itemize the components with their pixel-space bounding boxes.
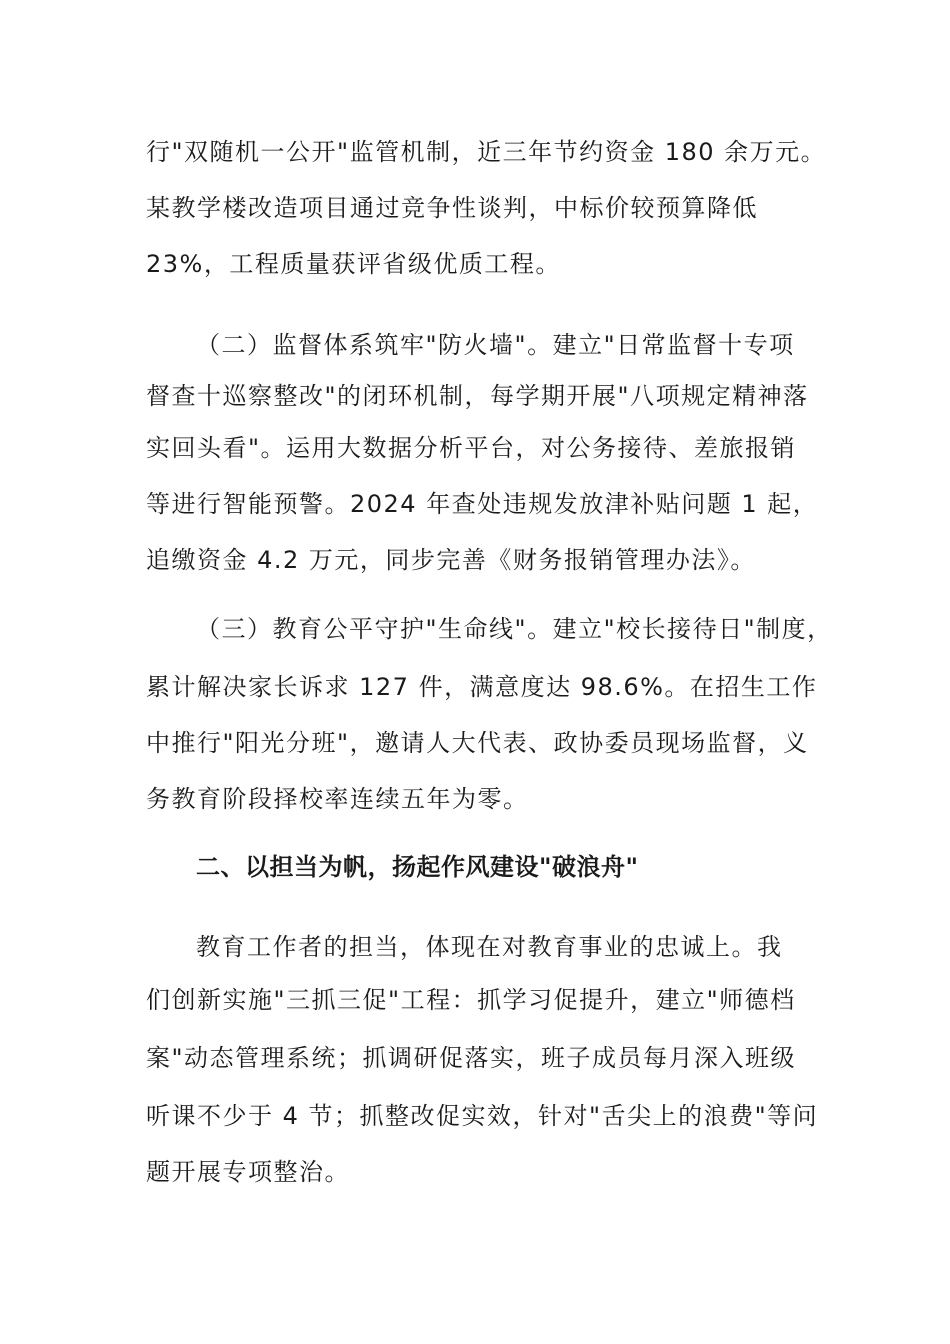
paragraph-line: 等进行智能预警。2024 年查处违规发放津补贴问题 1 起，: [146, 490, 819, 518]
paragraph-line: 累计解决家长诉求 127 件，满意度达 98.6%。在招生工作: [146, 673, 818, 701]
paragraph-line: 们创新实施"三抓三促"工程：抓学习促提升，建立"师德档: [146, 986, 796, 1014]
paragraph-line: 听课不少于 4 节；抓整改促实效，针对"舌尖上的浪费"等问: [146, 1102, 819, 1130]
paragraph-line: （二）监督体系筑牢"防火墙"。建立"日常监督十专项: [196, 331, 795, 359]
paragraph-line: 23%，工程质量获评省级优质工程。: [146, 250, 561, 278]
section-heading: 二、以担当为帆，扬起作风建设"破浪舟": [196, 853, 639, 881]
paragraph-line: 中推行"阳光分班"，邀请人大代表、政协委员现场监督，义: [146, 729, 809, 757]
paragraph-line: 务教育阶段择校率连续五年为零。: [146, 785, 529, 813]
paragraph-line: 教育工作者的担当，体现在对教育事业的忠诚上。我: [196, 933, 783, 961]
paragraph-line: 追缴资金 4.2 万元，同步完善《财务报销管理办法》。: [146, 546, 756, 574]
paragraph-line: （三）教育公平守护"生命线"。建立"校长接待日"制度，: [196, 615, 833, 643]
paragraph-line: 督查十巡察整改"的闭环机制，每学期开展"八项规定精神落: [146, 382, 809, 410]
paragraph-line: 行"双随机一公开"监管机制，近三年节约资金 180 余万元。: [146, 138, 827, 166]
paragraph-line: 题开展专项整治。: [146, 1158, 350, 1186]
paragraph-line: 某教学楼改造项目通过竞争性谈判，中标价较预算降低: [146, 194, 758, 222]
paragraph-line: 实回头看"。运用大数据分析平台，对公务接待、差旅报销: [146, 434, 797, 462]
paragraph-line: 案"动态管理系统；抓调研促落实，班子成员每月深入班级: [146, 1044, 797, 1072]
